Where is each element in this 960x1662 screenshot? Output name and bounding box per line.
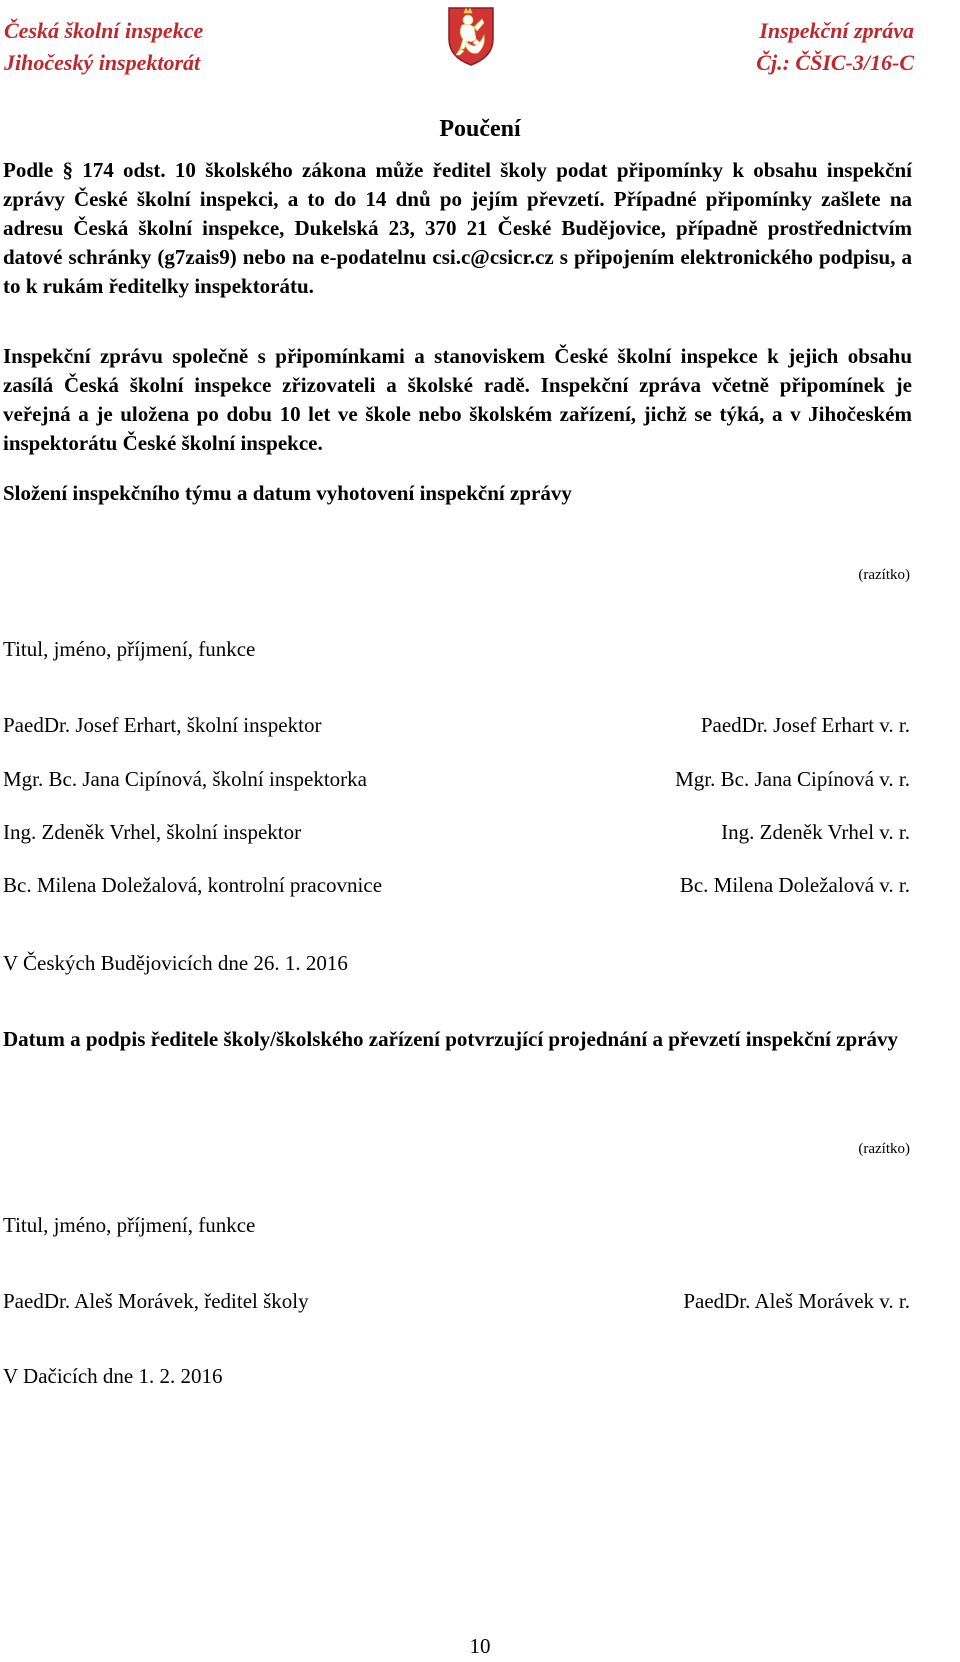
czech-lion-crest-icon <box>446 5 496 67</box>
team-member-signature: Mgr. Bc. Jana Cipínová v. r. <box>675 767 910 791</box>
instruction-paragraph-1: Podle § 174 odst. 10 školského zákona může ředitel školy podat připomínky k obsahu inspekční zprávy České školní inspekci, a to do 14 dnů po jejím převzetí. Případné připomínky zašlete na adresu Česká školní inspekce, Dukelská 23, 370 21 České Budějovice, případně prostřednictvím datové schránky (g7zais9) nebo na e-podatelnu csi.c@csicr.cz s připojením elektronického podpisu, a to k rukám ředitelky inspektorátu. <box>3 158 912 298</box>
team-member-name: Ing. Zdeněk Vrhel, školní inspektor <box>3 820 302 844</box>
reference-number: Čj.: ČŠIC-3/16-C <box>756 50 914 75</box>
header-left <box>4 15 203 79</box>
director-name: PaedDr. Aleš Morávek, ředitel školy <box>3 1289 309 1313</box>
team-member-signature: Ing. Zdeněk Vrhel v. r. <box>721 820 910 844</box>
team-member-name: PaedDr. Josef Erhart, školní inspektor <box>3 713 322 737</box>
team-stamp-label: (razítko) <box>858 567 910 583</box>
page-title: Poučení <box>439 116 521 142</box>
team-member-signature: Bc. Milena Doležalová v. r. <box>679 873 910 897</box>
inspectorate-name: Jihočeský inspektorát <box>4 50 201 75</box>
team-member-signature: PaedDr. Josef Erhart v. r. <box>700 713 910 737</box>
director-stamp-label: (razítko) <box>858 1141 910 1157</box>
director-section-heading: Datum a podpis ředitele školy/školského zařízení potvrzující projednání a převzetí inspekční zprávy <box>3 1027 899 1051</box>
team-section-heading: Složení inspekčního týmu a datum vyhotovení inspekční zprávy <box>3 481 572 505</box>
institution-name: Česká školní inspekce <box>4 18 204 43</box>
director-place-date: V Dačicích dne 1. 2. 2016 <box>3 1364 223 1388</box>
team-member-name: Mgr. Bc. Jana Cipínová, školní inspektorka <box>3 767 367 791</box>
team-column-label: Titul, jméno, příjmení, funkce <box>3 637 256 661</box>
document-type: Inspekční zpráva <box>759 18 914 43</box>
director-signature: PaedDr. Aleš Morávek v. r. <box>683 1289 910 1313</box>
director-column-label: Titul, jméno, příjmení, funkce <box>3 1213 256 1237</box>
header-right <box>756 15 914 79</box>
page-number: 10 <box>469 1634 491 1658</box>
instruction-paragraph-2: Inspekční zprávu společně s připomínkami a stanoviskem České školní inspekce k jejich obsahu zasílá Česká školní inspekce zřizovateli a školské radě. Inspekční zpráva včetně připomínek je veřejná a je uložena po dobu 10 let ve škole nebo školském zařízení, jichž se týká, a v Jihočeském inspektorátu České školní inspekce. <box>3 344 912 455</box>
team-member-name: Bc. Milena Doležalová, kontrolní pracovnice <box>3 873 383 897</box>
team-place-date: V Českých Budějovicích dne 26. 1. 2016 <box>3 951 348 975</box>
